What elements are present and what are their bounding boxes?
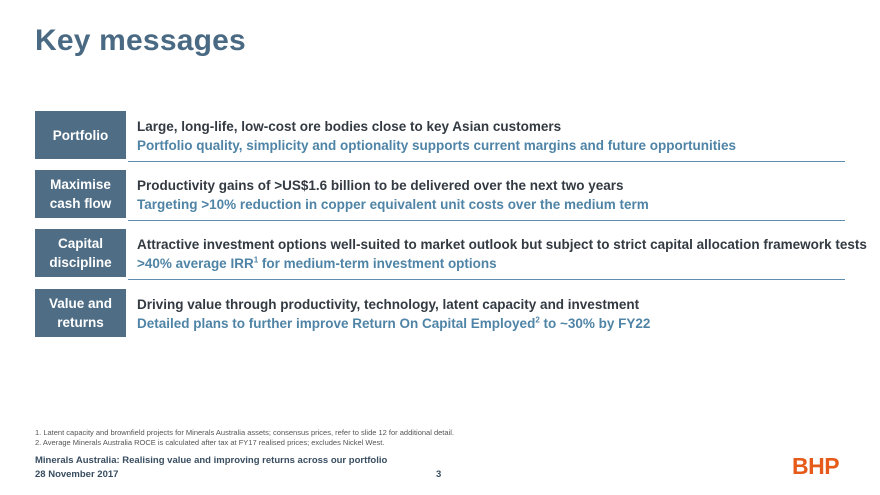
slide-title: Key messages (35, 24, 246, 57)
message-label: Maximise cash flow (35, 170, 126, 218)
footnote-2: 2. Average Minerals Australia ROCE is calculated after tax at FY17 realised prices; excludes Nickel West. (35, 437, 385, 447)
footer-date: 28 November 2017 (35, 469, 119, 480)
footnote-marker: 2 (535, 315, 540, 325)
message-row-portfolio (35, 111, 845, 159)
footer-title: Minerals Australia: Realising value and improving returns across our portfolio (35, 455, 388, 466)
message-label: Portfolio (35, 111, 126, 159)
row-divider (128, 220, 845, 221)
row-divider (128, 279, 845, 280)
footnote-marker: 1 (253, 255, 259, 265)
message-label: Value and returns (35, 289, 126, 337)
message-headline: Productivity gains of >US$1.6 billion to be delivered over the next two years (137, 178, 624, 193)
message-subline: Portfolio quality, simplicity and optionality supports current margins and future opportunities (137, 138, 737, 153)
message-row-maximise-cash-flow (35, 170, 845, 218)
message-subline: Detailed plans to further improve Return On Capital Employed$^2$ to ~30% by FY22 (137, 315, 651, 331)
message-headline: Attractive investment options well-suited to market outlook but subject to strict capital allocation framework tests (137, 237, 867, 252)
footnotes (35, 428, 454, 447)
row-divider (128, 161, 845, 162)
page-number: 3 (436, 469, 442, 480)
message-label: Capital discipline (35, 229, 126, 277)
message-headline: Driving value through productivity, technology, latent capacity and investment (137, 297, 640, 312)
message-subline: >40% average IRR$^1$ for medium-term investment options (137, 255, 497, 271)
message-headline: Large, long-life, low-cost ore bodies close to key Asian customers (137, 119, 562, 134)
message-row-capital-discipline (35, 229, 867, 277)
footnote-1: 1. Latent capacity and brownfield projects for Minerals Australia assets; consensus prices, refer to slide 12 for additional detail. (35, 428, 454, 437)
bhp-logo: BHP (792, 453, 840, 479)
message-row-value-and-returns (35, 289, 845, 337)
message-subline: Targeting >10% reduction in copper equivalent unit costs over the medium term (137, 197, 649, 212)
